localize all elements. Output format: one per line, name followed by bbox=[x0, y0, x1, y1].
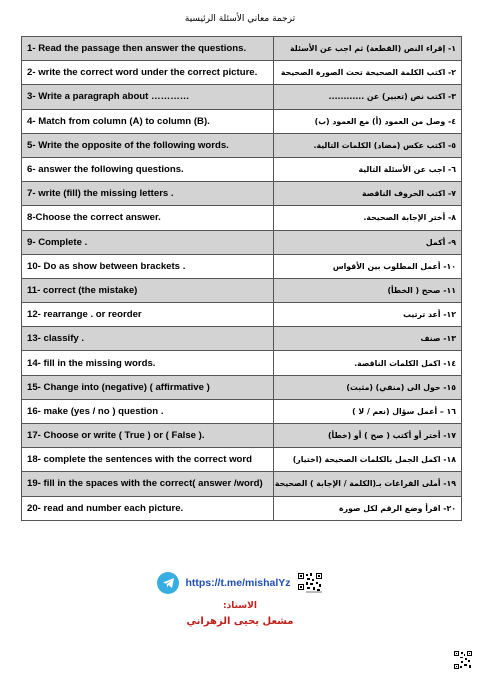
arabic-translation: ٦- اجب عن الأسئلة التالية bbox=[274, 157, 462, 181]
arabic-translation: ١٣- صنف bbox=[274, 327, 462, 351]
table-row bbox=[22, 254, 462, 278]
english-instruction: 8-Choose the correct answer. bbox=[22, 206, 274, 230]
table-row bbox=[22, 303, 462, 327]
arabic-translation: ١٥- حول الى (منفي) (مثبت) bbox=[274, 375, 462, 399]
arabic-translation: ١٢- أعد ترتيب bbox=[274, 303, 462, 327]
english-instruction: 15- Change into (negative) ( affirmative ) bbox=[22, 375, 274, 399]
teacher-name: مشعل يحيى الزهراني bbox=[186, 616, 294, 627]
table-row bbox=[22, 351, 462, 375]
arabic-translation: ١٨- اكمل الجمل بالكلمات الصحيحة (اختيار) bbox=[274, 448, 462, 472]
social-bar bbox=[0, 571, 480, 595]
english-instruction: 14- fill in the missing words. bbox=[22, 351, 274, 375]
arabic-translation: ٤- وصل من العمود (أ) مع العمود (ب) bbox=[274, 109, 462, 133]
english-instruction: 4- Match from column (A) to column (B). bbox=[22, 109, 274, 133]
english-instruction: 11- correct (the mistake) bbox=[22, 278, 274, 302]
english-instruction: 3- Write a paragraph about ………… bbox=[22, 85, 274, 109]
table-row bbox=[22, 448, 462, 472]
table-row bbox=[22, 496, 462, 520]
english-instruction: 20- read and number each picture. bbox=[22, 496, 274, 520]
english-instruction: 17- Choose or write ( True ) or ( False ). bbox=[22, 424, 274, 448]
arabic-translation: ١٠- أعمل المطلوب بين الأقواس bbox=[274, 254, 462, 278]
page-title: ترجمة معاني الأسئلة الرئيسية bbox=[184, 14, 296, 24]
telegram-link[interactable]: https://t.me/mishalYz bbox=[185, 577, 291, 589]
english-instruction: 5- Write the opposite of the following words. bbox=[22, 133, 274, 157]
table-row bbox=[22, 157, 462, 181]
table-row bbox=[22, 424, 462, 448]
arabic-translation: ٢٠- اقرأ وضع الرقم لكل صورة bbox=[274, 496, 462, 520]
arabic-translation: ٩- أكمل bbox=[274, 230, 462, 254]
telegram-icon[interactable] bbox=[157, 572, 179, 594]
table-row bbox=[22, 327, 462, 351]
table-row bbox=[22, 61, 462, 85]
english-instruction: 10- Do as show between brackets . bbox=[22, 254, 274, 278]
english-instruction: 6- answer the following questions. bbox=[22, 157, 274, 181]
arabic-translation: ١٤- اكمل الكلمات الناقصة. bbox=[274, 351, 462, 375]
arabic-translation: ٣- اكتب نص (تعبير) عن ............ bbox=[274, 85, 462, 109]
table-row bbox=[22, 278, 462, 302]
english-instruction: 19- fill in the spaces with the correct( answer /word) bbox=[22, 472, 274, 496]
table-row bbox=[22, 472, 462, 496]
questions-table bbox=[21, 36, 462, 521]
english-instruction: 7- write (fill) the missing letters . bbox=[22, 182, 274, 206]
questions-table-body bbox=[22, 37, 462, 521]
arabic-translation: ١٧- أختر أو أكتب ( صح ) أو (خطأ) bbox=[274, 424, 462, 448]
table-row bbox=[22, 133, 462, 157]
table-row bbox=[22, 85, 462, 109]
arabic-translation: ٢- اكتب الكلمة الصحيحة تحت الصورة الصحيحة bbox=[274, 61, 462, 85]
table-row bbox=[22, 399, 462, 423]
arabic-translation: ٥- اكتب عكس (مضاد) الكلمات التالية. bbox=[274, 133, 462, 157]
arabic-translation: ٧- اكتب الحروف الناقصة bbox=[274, 182, 462, 206]
qr-code-icon bbox=[297, 572, 323, 594]
english-instruction: 2- write the correct word under the correct picture. bbox=[22, 61, 274, 85]
english-instruction: 16- make (yes / no ) question . bbox=[22, 399, 274, 423]
english-instruction: 9- Complete . bbox=[22, 230, 274, 254]
english-instruction: 12- rearrange . or reorder bbox=[22, 303, 274, 327]
table-row bbox=[22, 206, 462, 230]
arabic-translation: ١١- صحح ( الخطأ) bbox=[274, 278, 462, 302]
english-instruction: 13- classify . bbox=[22, 327, 274, 351]
arabic-translation: ٨- أختر الإجابة الصحيحة. bbox=[274, 206, 462, 230]
corner-qr-code-icon bbox=[454, 651, 472, 669]
teacher-label: الاستاذ: bbox=[223, 601, 257, 611]
arabic-translation: ١٩- أملى الفراغات بـ(الكلمة / الإجابة ) الصحيحة bbox=[274, 472, 462, 496]
table-row bbox=[22, 109, 462, 133]
table-row bbox=[22, 375, 462, 399]
table-row bbox=[22, 230, 462, 254]
table-row bbox=[22, 37, 462, 61]
arabic-translation: ١٦ – أعمل سؤال (نعم / لا ) bbox=[274, 399, 462, 423]
arabic-translation: ١- إقراء النص (القطعة) ثم اجب عن الأسئلة bbox=[274, 37, 462, 61]
english-instruction: 18- complete the sentences with the correct word bbox=[22, 448, 274, 472]
english-instruction: 1- Read the passage then answer the questions. bbox=[22, 37, 274, 61]
table-row bbox=[22, 182, 462, 206]
